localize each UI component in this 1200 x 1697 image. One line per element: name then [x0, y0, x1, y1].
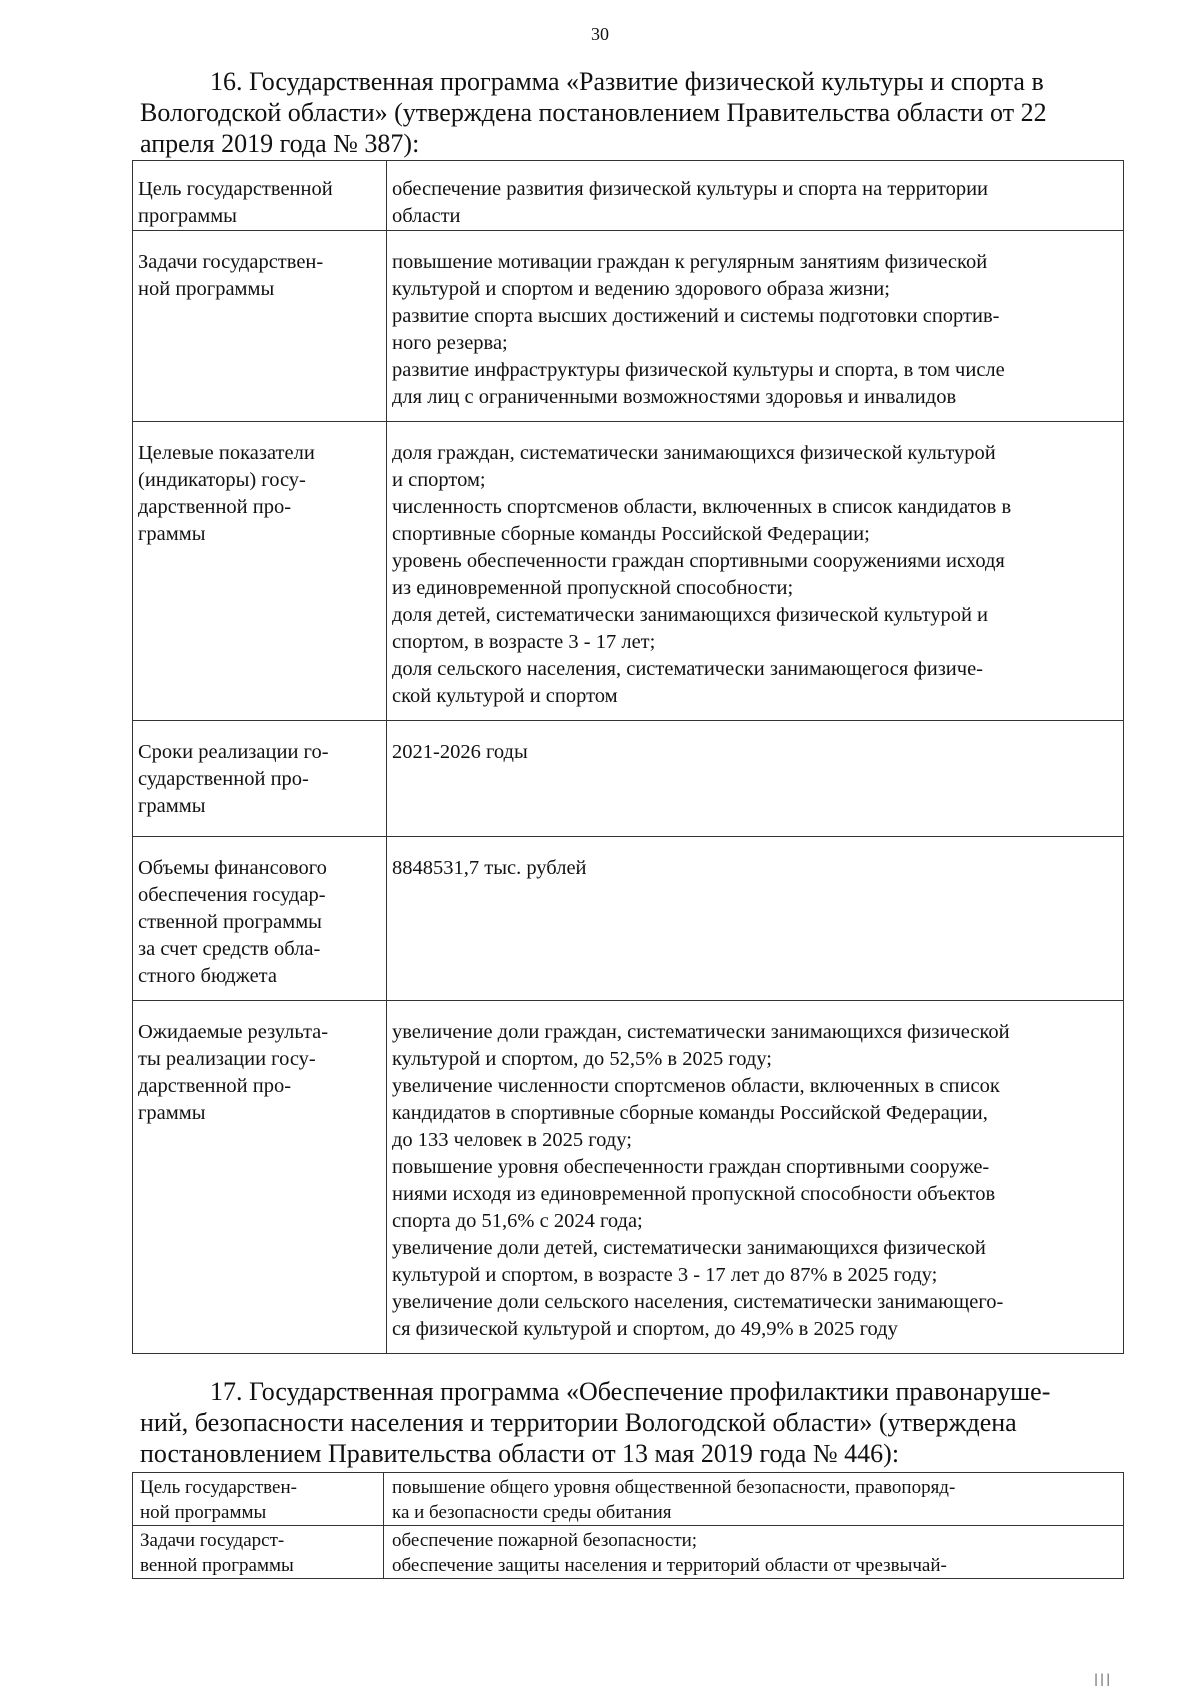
scan-marks: |||	[1094, 1672, 1113, 1686]
row-value: 2021-2026 годы	[387, 721, 1124, 837]
program-16-heading	[140, 66, 1140, 159]
heading-line: постановлением Правительства области от 13 мая 2019 года № 446):	[140, 1439, 900, 1468]
row-label: Целевые показатели (индикаторы) госу- дарственной про- граммы	[133, 422, 387, 721]
row-value: 8848531,7 тыс. рублей	[387, 837, 1124, 1001]
row-label: Сроки реализации го- сударственной про- граммы	[133, 721, 387, 837]
page-number: 30	[591, 24, 609, 44]
row-value: обеспечение развития физической культуры и спорта на территории области	[387, 161, 1124, 231]
table-row-tasks	[133, 1526, 1124, 1579]
row-label: Цель государственной программы	[133, 161, 387, 231]
table-row-goal	[133, 161, 1124, 231]
table-row-finance	[133, 837, 1124, 1001]
table-row-period	[133, 721, 1124, 837]
program-16-passport-table	[132, 160, 1124, 1354]
row-value: увеличение доли граждан, систематически занимающихся физической культурой и спортом, до 52,5% в 2025 году; увеличение численности спортсменов области, включенных в список кандидатов в спортивные сборные команды Российской Федерации, до 133 человек в 2025 году; повышение уровня обеспеченности граждан спортивными сооруже- ниями исходя из единовременной пропускной способности объектов спорта до 51,6% с 2024 года; увеличение доли детей, систематически занимающихся физической культурой и спортом, в возрасте 3 - 17 лет до 87% в 2025 году; увеличение доли сельского населения, систематически занимающего- ся физической культурой и спортом, до 49,9% в 2025 году	[387, 1001, 1124, 1354]
heading-line: 16. Государственная программа «Развитие физической культуры и спорта в	[210, 67, 1044, 96]
row-value: повышение общего уровня общественной безопасности, правопоряд- ка и безопасности среды обитания	[384, 1473, 1124, 1526]
heading-line: ний, безопасности населения и территории Вологодской области» (утверждена	[140, 1408, 1017, 1437]
heading-line: 17. Государственная программа «Обеспечение профилактики правонаруше-	[210, 1377, 1051, 1406]
row-value: повышение мотивации граждан к регулярным занятиям физической культурой и спортом и ведению здорового образа жизни; развитие спорта высших достижений и системы подготовки спортив- ного резерва; развитие инфраструктуры физической культуры и спорта, в том числе для лиц с ограниченными возможностями здоровья и инвалидов	[387, 231, 1124, 422]
table-row-indicators	[133, 422, 1124, 721]
table-row-results	[133, 1001, 1124, 1354]
row-label: Цель государствен- ной программы	[133, 1473, 384, 1526]
program-17-heading	[140, 1376, 1140, 1469]
program-17-passport-table	[132, 1472, 1124, 1579]
row-label: Задачи государст- венной программы	[133, 1526, 384, 1579]
table-row-goal	[133, 1473, 1124, 1526]
row-value: обеспечение пожарной безопасности; обеспечение защиты населения и территорий области от чрезвычай-	[384, 1526, 1124, 1579]
row-label: Объемы финансового обеспечения государ- ственной программы за счет средств обла- стного бюджета	[133, 837, 387, 1001]
heading-line: Вологодской области» (утверждена постановлением Правительства области от 22	[140, 98, 1047, 127]
heading-line: апреля 2019 года № 387):	[140, 129, 420, 158]
row-value: доля граждан, систематически занимающихся физической культурой и спортом; численность спортсменов области, включенных в список кандидатов в спортивные сборные команды Российской Федерации; уровень обеспеченности граждан спортивными сооружениями исходя из единовременной пропускной способности; доля детей, систематически занимающихся физической культурой и спортом, в возрасте 3 - 17 лет; доля сельского населения, систематически занимающегося физиче- ской культурой и спортом	[387, 422, 1124, 721]
row-label: Задачи государствен- ной программы	[133, 231, 387, 422]
row-label: Ожидаемые результа- ты реализации госу- дарственной про- граммы	[133, 1001, 387, 1354]
table-row-tasks	[133, 231, 1124, 422]
